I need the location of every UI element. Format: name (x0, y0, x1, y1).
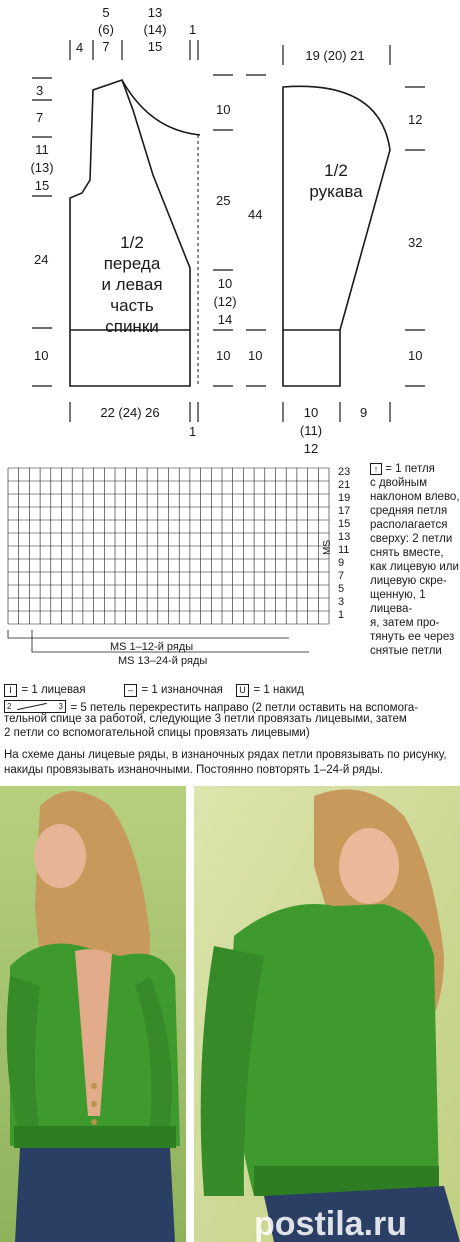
label-sleeve-9: 9 (360, 405, 368, 420)
label-mid-10c: 10 (216, 348, 231, 363)
label-left-11: 11 (35, 142, 49, 157)
label-top-7: 7 (102, 39, 110, 54)
label-top-13: 13 (147, 5, 163, 20)
pattern-schema (0, 0, 460, 460)
instructions-line-1: На схеме даны лицевые ряды, в изнаночных рядах петли провязывать по рисунку, (4, 749, 447, 761)
label-mid-10b: 10 (217, 276, 233, 291)
label-front-one: 1 (189, 424, 197, 439)
label-left-13: (13) (30, 160, 54, 175)
legend-yo: U = 1 накид (236, 680, 304, 698)
label-left-3: 3 (36, 83, 44, 98)
ms-range-2: MS 13–24-й ряды (118, 655, 208, 667)
front-piece-title: 1/2 переда и левая часть спинки (101, 233, 163, 336)
ms-range-1: MS 1–12-й ряды (110, 641, 194, 653)
chart-legend (4, 680, 456, 740)
label-mid-12: (12) (213, 294, 237, 309)
cable-cross-symbol-icon: 2 3 (4, 700, 66, 713)
legend-cross-line2: тельной спице за работой, следующие 3 петли провязать лицевыми, затем (4, 713, 407, 725)
label-left-7: 7 (36, 110, 44, 125)
label-top-4: 4 (76, 40, 84, 55)
label-sleeve-11: (11) (299, 423, 323, 438)
purl-symbol-icon: – (124, 684, 137, 697)
label-sleeve-top: 19 (20) 21 (305, 48, 365, 63)
photo-front-illustration (194, 786, 460, 1242)
photo-front-view (194, 786, 460, 1242)
label-top-6: (6) (98, 22, 114, 37)
arrow-note: ↑ = 1 петля с двойным наклоном влево, средняя петля располагается сверху: 2 петли снять вместе, как лицевую или лицевую скре- щенную, 1 лицева- я, затем про- тянуть ее через снятые петли (370, 463, 460, 657)
label-right-10: 10 (408, 348, 423, 363)
label-top-14: (14) (143, 22, 167, 37)
label-right-32: 32 (408, 235, 423, 250)
double-decrease-icon: ↑ (370, 463, 382, 475)
label-sleeve-12: 12 (303, 441, 319, 456)
knitting-chart (0, 462, 460, 674)
knit-symbol-icon: I (4, 684, 17, 697)
label-mid-10d: 10 (248, 348, 263, 363)
ms-side-label: MS (322, 540, 333, 555)
schema-lines (0, 0, 460, 460)
label-left-15: 15 (34, 178, 50, 193)
legend-purl: – = 1 изнаночная (124, 680, 223, 698)
label-mid-10a: 10 (216, 102, 231, 117)
label-front-width: 22 (24) 26 (100, 405, 160, 420)
label-top-15: 15 (147, 39, 163, 54)
legend-knit: I = 1 лицевая (4, 680, 86, 698)
label-left-24: 24 (34, 252, 49, 267)
yarn-over-symbol-icon: U (236, 684, 249, 697)
label-top-5: 5 (102, 5, 110, 20)
legend-cross: 2 3 = 5 петель перекрестить направо (2 петли оставить на вспомога- (4, 698, 418, 716)
label-mid-14: 14 (217, 312, 233, 327)
row-numbers: 23 21 19 17 15 13 11 9 7 5 3 1 (338, 466, 351, 621)
instructions-line-2: накиды провязывать изнаночными. Постоянно повторять 1–24-й ряды. (4, 764, 384, 776)
label-top-1: 1 (189, 22, 197, 37)
label-sleeve-10: 10 (303, 405, 319, 420)
label-left-10: 10 (34, 348, 49, 363)
photo-back-view (0, 786, 186, 1242)
label-right-12: 12 (408, 112, 423, 127)
legend-cross-line3: 2 петли со вспомогательной спицы провязать лицевыми) (4, 727, 310, 739)
sleeve-piece-title: 1/2 рукава (309, 161, 363, 201)
watermark-text: postila.ru (254, 1205, 408, 1242)
label-mid-44: 44 (248, 207, 263, 222)
photo-back-illustration (0, 786, 186, 1242)
label-mid-25: 25 (216, 193, 231, 208)
